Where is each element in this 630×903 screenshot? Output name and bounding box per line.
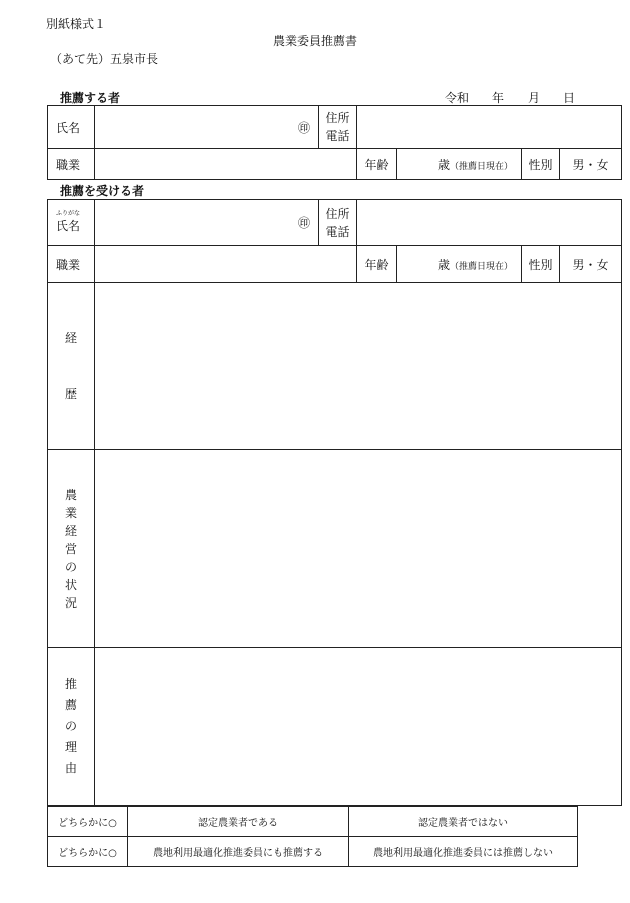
- recommender-phone-label: 電話: [325, 129, 350, 143]
- recommender-address-phone-label: [319, 106, 357, 149]
- form-number: 別紙様式１: [46, 17, 107, 31]
- date-year: 年: [492, 91, 505, 105]
- reason-field[interactable]: [95, 648, 622, 806]
- recommender-name-field[interactable]: [95, 106, 319, 149]
- recommender-table: [47, 105, 622, 180]
- recommender-sex-label: 性別: [522, 149, 560, 180]
- nominee-table: [47, 199, 622, 806]
- choice-prompt: どちらかに○: [48, 837, 128, 867]
- recommender-occupation-field[interactable]: [95, 149, 357, 180]
- nominee-name-field[interactable]: [95, 200, 319, 246]
- career-label: 経 歴: [48, 283, 95, 450]
- seal-icon: ㊞: [297, 216, 310, 230]
- nominee-address-field[interactable]: [357, 200, 622, 246]
- recommender-heading: 推薦する者: [60, 91, 121, 105]
- date-era: 令和: [445, 91, 470, 105]
- reason-label: 推 薦 の 理 由: [48, 648, 95, 806]
- recommender-address-label: 住所: [325, 111, 350, 125]
- choice-prompt: どちらかに○: [48, 807, 128, 837]
- recommender-age-field[interactable]: [397, 149, 522, 180]
- choice-promotion-committee-no[interactable]: 農地利用最適化推進委員には推薦しない: [349, 837, 578, 867]
- choice-promotion-committee-yes[interactable]: 農地利用最適化推進委員にも推薦する: [128, 837, 349, 867]
- nominee-occupation-field[interactable]: [95, 246, 357, 283]
- nominee-age-unit: 歳: [437, 257, 450, 272]
- choice-certified-farmer-no[interactable]: 認定農業者ではない: [349, 807, 578, 837]
- farming-status-label: 農 業 経 営 の 状 況: [48, 450, 95, 648]
- recommender-age-note: （推薦日現在）: [449, 161, 513, 172]
- nominee-sex-options[interactable]: 男・女: [560, 246, 622, 283]
- nominee-phone-label: 電話: [325, 224, 350, 239]
- career-field[interactable]: [95, 283, 622, 450]
- nominee-age-label: 年齢: [357, 246, 397, 283]
- nominee-address-label: 住所: [325, 206, 350, 221]
- nominee-name-label: 氏名: [56, 218, 81, 233]
- nominee-occupation-label: 職業: [48, 246, 95, 283]
- recommender-sex-options[interactable]: 男・女: [560, 149, 622, 180]
- recommender-name-label: 氏名: [48, 106, 95, 149]
- nominee-furigana-label: ふりがな: [56, 209, 81, 217]
- choice-table: [47, 806, 578, 867]
- nominee-name-label-cell: [48, 200, 95, 246]
- date-day: 日: [563, 91, 576, 105]
- seal-icon: ㊞: [297, 120, 310, 135]
- date-month: 月: [528, 91, 541, 105]
- recommender-age-unit: 歳: [437, 157, 450, 172]
- document-title: 農業委員推薦書: [272, 34, 357, 48]
- farming-status-field[interactable]: [95, 450, 622, 648]
- addressee: （あて先）五泉市長: [50, 52, 159, 66]
- choice-certified-farmer-yes[interactable]: 認定農業者である: [128, 807, 349, 837]
- nominee-heading: 推薦を受ける者: [60, 184, 145, 198]
- recommender-address-field[interactable]: [357, 106, 622, 149]
- nominee-age-field[interactable]: [397, 246, 522, 283]
- nominee-address-phone-label: [319, 200, 357, 246]
- nominee-sex-label: 性別: [522, 246, 560, 283]
- recommender-occupation-label: 職業: [48, 149, 95, 180]
- recommender-age-label: 年齢: [357, 149, 397, 180]
- nominee-age-note: （推薦日現在）: [449, 261, 513, 272]
